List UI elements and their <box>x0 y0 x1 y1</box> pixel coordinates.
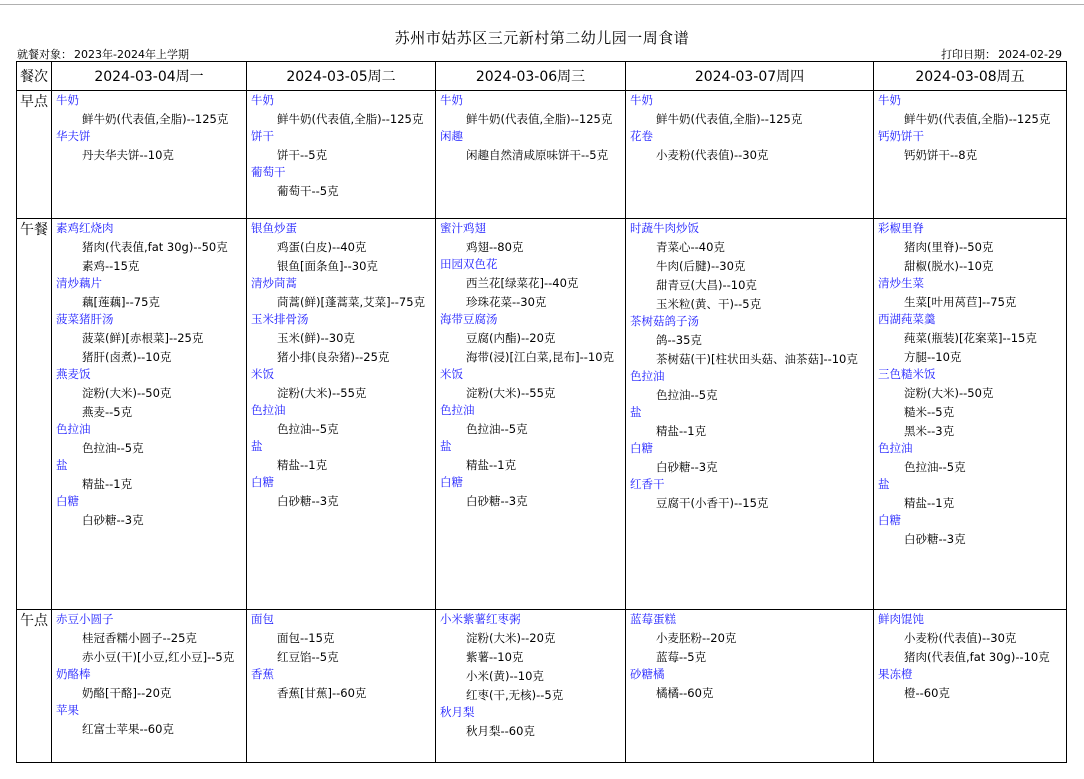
dish-name: 玉米排骨汤 <box>251 312 309 326</box>
print-date-label: 打印日期： <box>941 48 997 61</box>
dish-name: 燕麦饭 <box>56 367 91 381</box>
ingredient: 秋月梨--60克 <box>466 724 535 738</box>
ingredient: 豆腐(内酯)--20克 <box>466 331 556 345</box>
dish-name: 彩椒里脊 <box>878 221 924 235</box>
dish-list <box>52 91 246 171</box>
dish-name: 小米紫薯红枣粥 <box>440 612 521 626</box>
ingredient: 淀粉(大米)--55克 <box>277 386 367 400</box>
meal-row-snack <box>17 610 1067 763</box>
ingredient: 青菜心--40克 <box>656 240 725 254</box>
ingredient: 素鸡--15克 <box>82 259 140 273</box>
ingredient: 茶树菇(干)[柱状田头菇、油茶菇]--10克 <box>656 352 858 366</box>
meal-row-lunch <box>17 219 1067 610</box>
ingredient: 橘橘--60克 <box>656 686 714 700</box>
dish-list <box>436 610 625 747</box>
print-date-value: 2024-02-29 <box>998 48 1062 61</box>
day-cell <box>52 91 247 219</box>
dish-name: 色拉油 <box>440 403 475 417</box>
ingredient: 精盐--1克 <box>277 458 328 472</box>
dish-name: 盐 <box>878 477 890 491</box>
audience-info <box>17 46 191 62</box>
ingredient: 小麦粉(代表值)--30克 <box>656 148 769 162</box>
day-header: 2024-03-06周三 <box>436 62 626 91</box>
ingredient: 鲜牛奶(代表值,全脂)--125克 <box>82 112 229 126</box>
ingredient: 色拉油--5克 <box>656 388 718 402</box>
dish-name: 蓝莓蛋糕 <box>630 612 676 626</box>
dish-name: 钙奶饼干 <box>878 129 924 143</box>
ingredient: 小麦胚粉--20克 <box>656 631 737 645</box>
dish-name: 茶树菇鸽子汤 <box>630 314 699 328</box>
dish-list <box>874 610 1066 709</box>
dish-list <box>436 219 625 517</box>
ingredient: 鲜牛奶(代表值,全脂)--125克 <box>904 112 1051 126</box>
day-cell <box>626 219 874 610</box>
ingredient: 银鱼[面条鱼]--30克 <box>277 259 378 273</box>
dish-name: 菠菜猪肝汤 <box>56 312 114 326</box>
ingredient: 闲趣自然清咸原味饼干--5克 <box>466 148 609 162</box>
meal-label: 早点 <box>17 91 52 219</box>
day-cell <box>247 91 436 219</box>
ingredient: 淀粉(大米)--50克 <box>904 386 994 400</box>
dish-name: 香蕉 <box>251 667 274 681</box>
dish-name: 牛奶 <box>630 93 653 107</box>
dish-name: 盐 <box>630 405 642 419</box>
print-date-info <box>941 46 1064 62</box>
dish-name: 米饭 <box>251 367 274 381</box>
meal-row-breakfast <box>17 91 1067 219</box>
ingredient: 白砂糖--3克 <box>466 494 528 508</box>
dish-name: 白糖 <box>251 475 274 489</box>
ingredient: 鲜牛奶(代表值,全脂)--125克 <box>277 112 424 126</box>
dish-name: 银鱼炒蛋 <box>251 221 297 235</box>
day-header: 2024-03-05周二 <box>247 62 436 91</box>
dish-name: 西湖莼菜羹 <box>878 312 936 326</box>
dish-name: 闲趣 <box>440 129 463 143</box>
ingredient: 甜椒(脱水)--10克 <box>904 259 994 273</box>
dish-name: 白糖 <box>630 441 653 455</box>
ingredient: 色拉油--5克 <box>82 441 144 455</box>
day-header: 2024-03-08周五 <box>874 62 1067 91</box>
dish-name: 红香干 <box>630 477 665 491</box>
ingredient: 西兰花[绿菜花]--40克 <box>466 276 579 290</box>
ingredient: 猪肝(卤煮)--10克 <box>82 350 172 364</box>
dish-name: 饼干 <box>251 129 274 143</box>
ingredient: 鸡蛋(白皮)--40克 <box>277 240 367 254</box>
dish-list <box>626 219 873 519</box>
ingredient: 菠菜(鲜)[赤根菜]--25克 <box>82 331 204 345</box>
audience-label: 就餐对象： <box>17 48 72 61</box>
ingredient: 猪肉(代表值,fat 30g)--50克 <box>82 240 228 254</box>
ingredient: 淀粉(大米)--55克 <box>466 386 556 400</box>
day-cell <box>436 610 626 763</box>
ingredient: 面包--15克 <box>277 631 335 645</box>
dish-name: 牛奶 <box>878 93 901 107</box>
top-rule <box>0 4 1084 5</box>
meal-label: 午点 <box>17 610 52 763</box>
dish-name: 砂糖橘 <box>630 667 665 681</box>
dish-list <box>626 91 873 171</box>
ingredient: 玉米粒(黄、干)--5克 <box>656 297 762 311</box>
dish-name: 清炒生菜 <box>878 276 924 290</box>
audience-value: 2023年-2024年上学期 <box>74 48 189 61</box>
day-cell <box>52 610 247 763</box>
ingredient: 赤小豆(干)[小豆,红小豆]--5克 <box>82 650 235 664</box>
dish-name: 花卷 <box>630 129 653 143</box>
ingredient: 牛肉(后腱)--30克 <box>656 259 746 273</box>
ingredient: 猪肉(里脊)--50克 <box>904 240 994 254</box>
meal-header: 餐次 <box>17 62 52 91</box>
ingredient: 生菜[叶用莴苣]--75克 <box>904 295 1017 309</box>
day-header: 2024-03-04周一 <box>52 62 247 91</box>
dish-name: 田园双色花 <box>440 257 498 271</box>
ingredient: 甜青豆(大昌)--10克 <box>656 278 757 292</box>
day-cell <box>874 610 1067 763</box>
dish-name: 三色糙米饭 <box>878 367 936 381</box>
ingredient: 燕麦--5克 <box>82 405 133 419</box>
dish-name: 葡萄干 <box>251 165 286 179</box>
dish-list <box>874 219 1066 555</box>
day-cell <box>626 91 874 219</box>
dish-name: 色拉油 <box>56 422 91 436</box>
dish-name: 盐 <box>251 439 263 453</box>
dish-name: 华夫饼 <box>56 129 91 143</box>
ingredient: 色拉油--5克 <box>277 422 339 436</box>
ingredient: 精盐--1克 <box>466 458 517 472</box>
ingredient: 海带(浸)[江白菜,昆布]--10克 <box>466 350 615 364</box>
dish-name: 牛奶 <box>251 93 274 107</box>
meal-label: 午餐 <box>17 219 52 610</box>
day-cell <box>247 219 436 610</box>
dish-name: 色拉油 <box>630 369 665 383</box>
ingredient: 小米(黄)--10克 <box>466 669 544 683</box>
dish-name: 鲜肉馄饨 <box>878 612 924 626</box>
day-cell <box>874 91 1067 219</box>
ingredient: 莼菜(瓶装)[花案菜]--15克 <box>904 331 1037 345</box>
ingredient: 红豆馅--5克 <box>277 650 339 664</box>
day-cell <box>52 219 247 610</box>
dish-name: 色拉油 <box>878 441 913 455</box>
dish-name: 海带豆腐汤 <box>440 312 498 326</box>
ingredient: 方腿--10克 <box>904 350 962 364</box>
ingredient: 白砂糖--3克 <box>277 494 339 508</box>
dish-name: 牛奶 <box>56 93 79 107</box>
dish-name: 色拉油 <box>251 403 286 417</box>
dish-list <box>247 91 435 207</box>
ingredient: 色拉油--5克 <box>466 422 528 436</box>
dish-list <box>52 610 246 745</box>
dish-name: 清炒藕片 <box>56 276 102 290</box>
ingredient: 白砂糖--3克 <box>904 532 966 546</box>
dish-list <box>247 610 435 709</box>
ingredient: 钙奶饼干--8克 <box>904 148 978 162</box>
dish-name: 秋月梨 <box>440 705 475 719</box>
ingredient: 糙米--5克 <box>904 405 955 419</box>
ingredient: 藕[莲藕]--75克 <box>82 295 160 309</box>
ingredient: 茼蒿(鲜)[蓬蒿菜,艾菜]--75克 <box>277 295 426 309</box>
ingredient: 猪肉(代表值,fat 30g)--10克 <box>904 650 1050 664</box>
ingredient: 奶酪[干酪]--20克 <box>82 686 172 700</box>
dish-name: 苹果 <box>56 703 79 717</box>
ingredient: 丹夫华夫饼--10克 <box>82 148 174 162</box>
ingredient: 香蕉[甘蕉]--60克 <box>277 686 367 700</box>
dish-name: 时蔬牛肉炒饭 <box>630 221 699 235</box>
dish-name: 蜜汁鸡翅 <box>440 221 486 235</box>
dish-name: 白糖 <box>56 494 79 508</box>
ingredient: 玉米(鲜)--30克 <box>277 331 355 345</box>
dish-name: 赤豆小圆子 <box>56 612 114 626</box>
dish-name: 白糖 <box>878 513 901 527</box>
dish-list <box>436 91 625 171</box>
ingredient: 鲜牛奶(代表值,全脂)--125克 <box>656 112 803 126</box>
day-cell <box>874 219 1067 610</box>
ingredient: 紫薯--10克 <box>466 650 524 664</box>
ingredient: 色拉油--5克 <box>904 460 966 474</box>
day-header: 2024-03-07周四 <box>626 62 874 91</box>
ingredient: 精盐--1克 <box>904 496 955 510</box>
ingredient: 饼干--5克 <box>277 148 328 162</box>
ingredient: 淀粉(大米)--20克 <box>466 631 556 645</box>
ingredient: 橙--60克 <box>904 686 950 700</box>
dish-name: 果冻橙 <box>878 667 913 681</box>
ingredient: 白砂糖--3克 <box>656 460 718 474</box>
ingredient: 淀粉(大米)--50克 <box>82 386 172 400</box>
dish-name: 盐 <box>440 439 452 453</box>
weekly-menu-table <box>16 61 1067 763</box>
day-cell <box>247 610 436 763</box>
day-cell <box>626 610 874 763</box>
dish-name: 清炒茼蒿 <box>251 276 297 290</box>
ingredient: 葡萄干--5克 <box>277 184 339 198</box>
dish-name: 奶酪棒 <box>56 667 91 681</box>
dish-list <box>247 219 435 517</box>
ingredient: 小麦粉(代表值)--30克 <box>904 631 1017 645</box>
dish-list <box>52 219 246 536</box>
ingredient: 珍珠花菜--30克 <box>466 295 547 309</box>
ingredient: 精盐--1克 <box>82 477 133 491</box>
dish-name: 盐 <box>56 458 68 472</box>
ingredient: 红富士苹果--60克 <box>82 722 174 736</box>
day-cell <box>436 91 626 219</box>
ingredient: 蓝莓--5克 <box>656 650 707 664</box>
dish-name: 白糖 <box>440 475 463 489</box>
ingredient: 黑米--3克 <box>904 424 955 438</box>
day-cell <box>436 219 626 610</box>
dish-name: 牛奶 <box>440 93 463 107</box>
ingredient: 精盐--1克 <box>656 424 707 438</box>
dish-list <box>626 610 873 709</box>
ingredient: 鸽--35克 <box>656 333 702 347</box>
ingredient: 鲜牛奶(代表值,全脂)--125克 <box>466 112 613 126</box>
dish-list <box>874 91 1066 171</box>
ingredient: 豆腐干(小香干)--15克 <box>656 496 769 510</box>
ingredient: 红枣(干,无核)--5克 <box>466 688 564 702</box>
dish-name: 米饭 <box>440 367 463 381</box>
header-row <box>17 62 1067 91</box>
ingredient: 鸡翅--80克 <box>466 240 524 254</box>
dish-name: 素鸡红烧肉 <box>56 221 114 235</box>
page-title: 苏州市姑苏区三元新村第二幼儿园一周食谱 <box>394 29 690 47</box>
ingredient: 白砂糖--3克 <box>82 513 144 527</box>
dish-name: 面包 <box>251 612 274 626</box>
ingredient: 桂冠香糯小圆子--25克 <box>82 631 197 645</box>
ingredient: 猪小排(良杂猪)--25克 <box>277 350 390 364</box>
